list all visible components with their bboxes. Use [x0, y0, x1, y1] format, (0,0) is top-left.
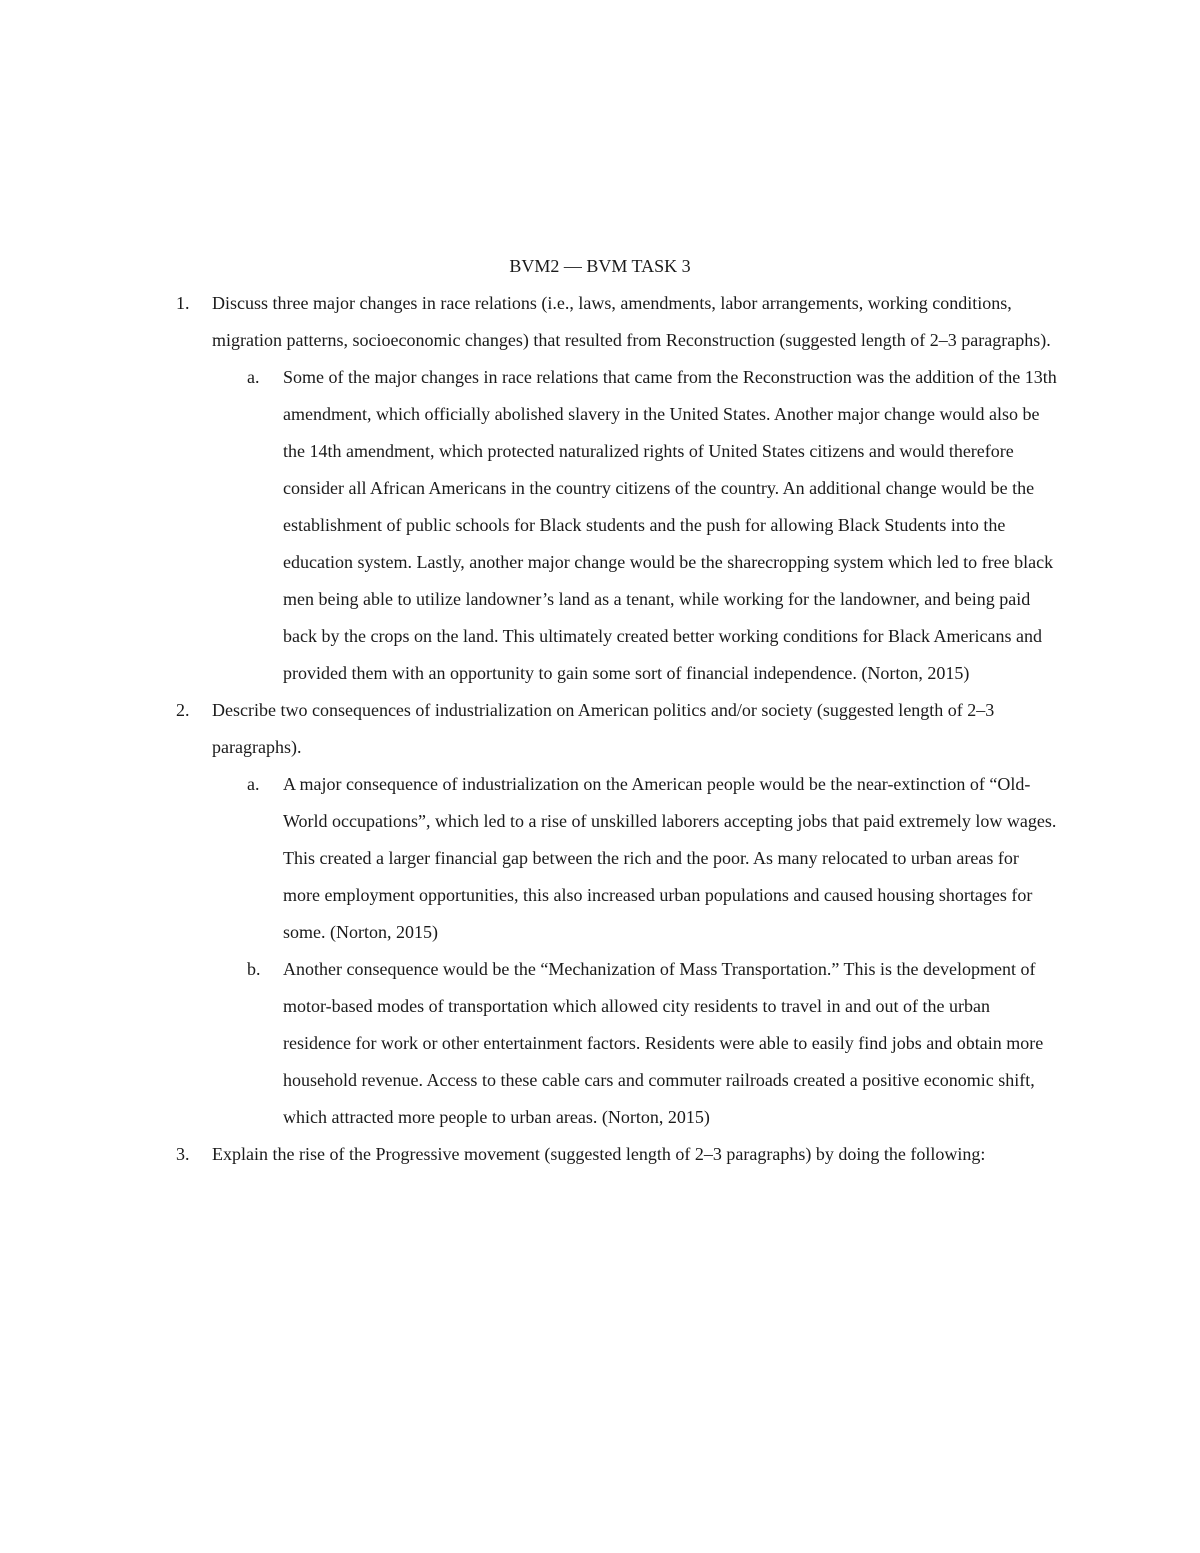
document-body [0, 285, 1200, 1173]
question-item [0, 1136, 1200, 1173]
answer-text: Some of the major changes in race relations that came from the Reconstruction was the addition of the 13th amendment, which officially abolished slavery in the United States. Another major change would also be the 14th amendment, which protected naturalized rights of United States citizens and would therefore consider all African Americans in the country citizens of the country. An additional change would be the establishment of public schools for Black students and the push for allowing Black Students into the education system. Lastly, another major change would be the sharecropping system which led to free black men being able to utilize landowner’s land as a tenant, while working for the landowner, and being paid back by the crops on the land. This ultimately created better working conditions for Black Americans and provided them with an opportunity to gain some sort of financial independence. (Norton, 2015) [283, 367, 1057, 683]
document-title: BVM2 — BVM TASK 3 [509, 256, 691, 276]
answer-text: Another consequence would be the “Mechanization of Mass Transportation.” This is the development of motor-based modes of transportation which allowed city residents to travel in and out of the urban residence for work or other entertainment factors. Residents were able to easily find jobs and obtain more household revenue. Access to these cable cars and commuter railroads created a positive economic shift, which attracted more people to urban areas. (Norton, 2015) [283, 959, 1044, 1127]
answer-item [0, 359, 1200, 692]
question-item [0, 692, 1200, 766]
answer-text: A major consequence of industrialization on the American people would be the near-extinction of “Old-World occupations”, which led to a rise of unskilled laborers accepting jobs that paid extremely low wages. This created a larger financial gap between the rich and the poor. As many relocated to urban areas for more employment opportunities, this also increased urban populations and caused housing shortages for some. (Norton, 2015) [283, 774, 1057, 942]
answer-letter: a. [247, 774, 260, 794]
question-text: Explain the rise of the Progressive movement (suggested length of 2–3 paragraphs) by doing the following: [212, 1144, 986, 1164]
question-number: 3. [176, 1144, 190, 1164]
answer-item [0, 951, 1200, 1136]
answer-item [0, 766, 1200, 951]
answer-letter: a. [247, 367, 260, 387]
question-number: 1. [176, 293, 190, 313]
question-item [0, 285, 1200, 359]
answer-letter: b. [247, 959, 261, 979]
question-text: Describe two consequences of industrialization on American politics and/or society (suggested length of 2–3 paragraphs). [212, 700, 995, 757]
question-number: 2. [176, 700, 190, 720]
question-text: Discuss three major changes in race relations (i.e., laws, amendments, labor arrangements, working conditions, migration patterns, socioeconomic changes) that resulted from Reconstruction (suggested length of 2–3 paragraphs). [212, 293, 1051, 350]
